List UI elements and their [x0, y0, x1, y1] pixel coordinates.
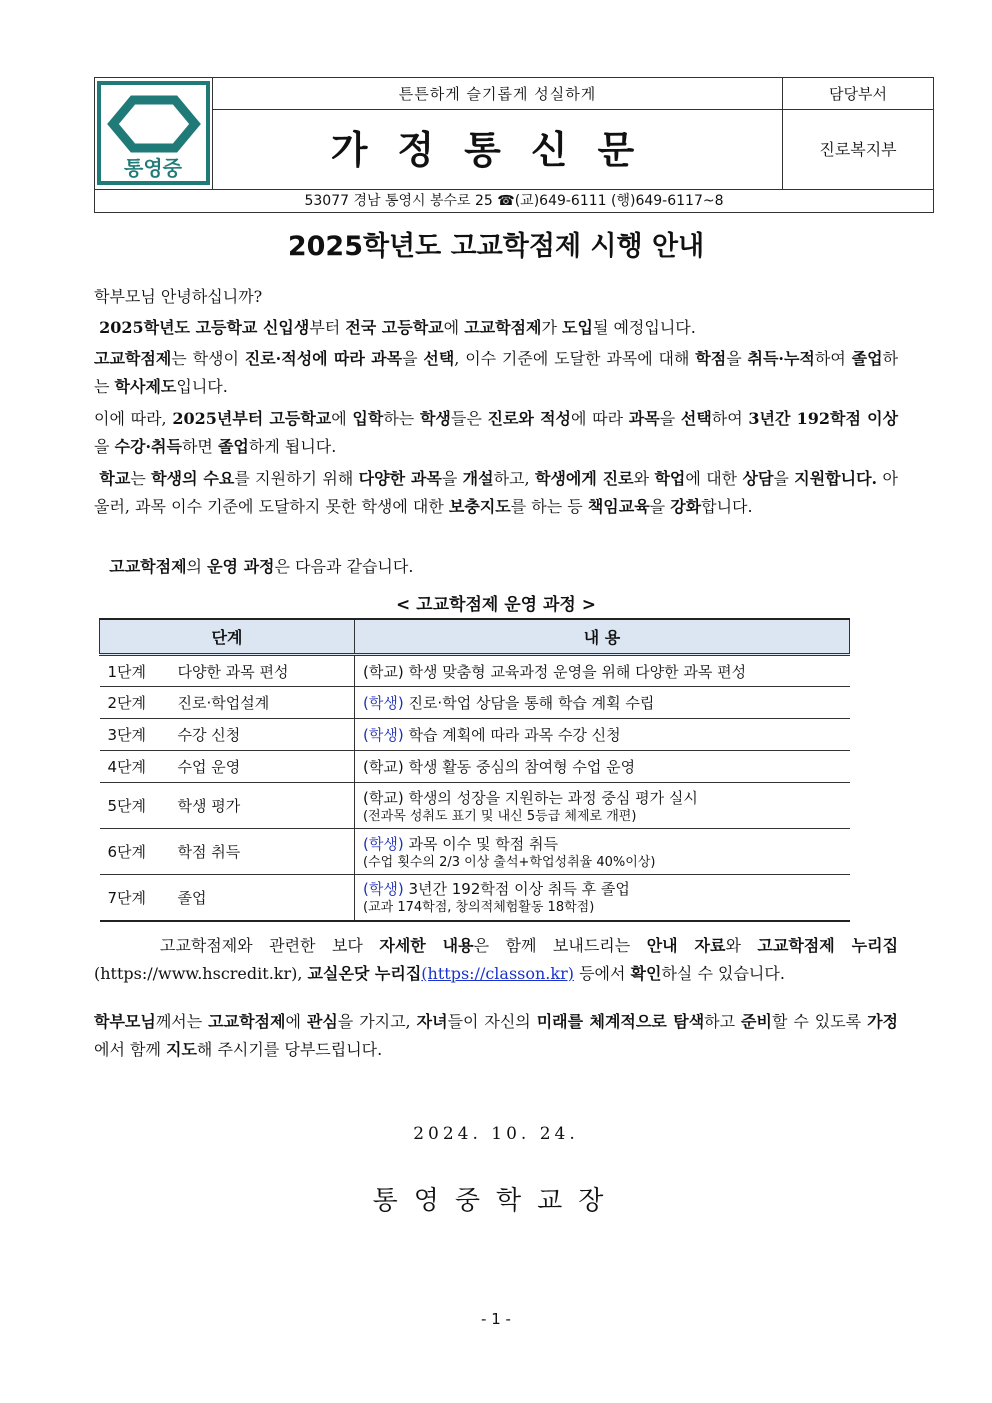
paragraph-1: 2025학년도 고등학교 신입생부터 전국 고등학교에 고교학점제가 도입될 예정입니다.: [99, 318, 696, 337]
step-number: 1단계: [107, 662, 147, 681]
actor-tag: (학생): [363, 726, 404, 744]
paragraph-7: 학부모님께서는 고교학점제에 관심을 가지고, 자녀들이 자신의 미래를 체계적으로 탐색하고 준비할 수 있도록 가정에서 함께 지도해 주시기를 당부드립니다.: [94, 1012, 899, 1059]
step-number: 4단계: [107, 758, 147, 776]
table-title: < 고교학점제 운영 과정 >: [396, 595, 596, 615]
paragraph-6: 고교학점제와 관련한 보다 자세한 내용은 함께 보내드리는 안내 자료와 고교학점제 누리집(https://www.hscredit.kr), 교실온닷 누리집(https://classon.kr) 등에서 확인하실 수 있습니다.: [94, 936, 899, 983]
step-cell: [100, 829, 355, 875]
actor-tag: (학생): [363, 834, 404, 853]
greeting: 학부모님 안녕하십니까?: [94, 287, 263, 306]
principal-signature: 통영중학교장: [372, 1186, 620, 1216]
paragraph-3: 이에 따라, 2025년부터 고등학교에 입학하는 학생들은 진로와 적성에 따라 과목을 선택하여 3년간 192학점 이상을 수강·취득하면 졸업하게 됩니다.: [94, 409, 899, 456]
actor-tag: (학생): [363, 694, 404, 712]
actor-tag: (학생): [363, 880, 404, 899]
content-text: 3년간 192학점 이상 취득 후 졸업: [403, 880, 630, 899]
school-slogan: 튼튼하게 슬기롭게 성실하게: [213, 78, 782, 110]
content-cell: [355, 751, 850, 783]
step-name: 다양한 과목 편성: [177, 662, 289, 681]
step-cell: [100, 687, 355, 719]
main-title: 2025학년도 고교학점제 시행 안내: [287, 231, 705, 262]
content-text: 학생의 성장을 지원하는 과정 중심 평가 실시: [403, 788, 698, 807]
step-number: 6단계: [107, 843, 147, 861]
page-number: - 1 -: [481, 1310, 511, 1328]
content-cell: [355, 875, 850, 921]
content-cell: [355, 687, 850, 719]
classon-link[interactable]: (https://classon.kr): [421, 964, 574, 983]
issue-date: 2024. 10. 24.: [413, 1124, 579, 1144]
step-cell: [100, 719, 355, 751]
actor-tag: (학교): [363, 662, 404, 681]
actor-tag: (학교): [363, 758, 404, 776]
step-cell: [100, 875, 355, 921]
content-cell: [355, 655, 850, 687]
logo-text: 통영중: [124, 156, 182, 180]
paragraph-4: 학교는 학생의 수요를 지원하기 위해 다양한 과목을 개설하고, 학생에게 진로와 학업에 대한 상담을 지원합니다. 아울러, 과목 이수 기준에 도달하지 못한 학생에 대한 보충지도를 하는 등 책임교육을 강화합니다.: [94, 469, 898, 516]
actor-tag: (학교): [363, 788, 404, 807]
content-text: 과목 이수 및 학점 취득: [403, 834, 558, 853]
table-row: [100, 687, 850, 719]
step-number: 5단계: [107, 797, 147, 815]
school-emblem-icon: [95, 78, 212, 188]
table-row: [100, 655, 850, 687]
school-logo: [95, 78, 213, 189]
header-content: 내 용: [355, 619, 850, 655]
table-header-row: [100, 619, 850, 655]
step-cell: [100, 751, 355, 783]
step-number: 7단계: [107, 888, 147, 907]
step-name: 학생 평가: [177, 797, 241, 815]
table-row: [100, 719, 850, 751]
content-text: 학생 맞춤형 교육과정 운영을 위해 다양한 과목 편성: [403, 662, 747, 681]
process-table: [99, 618, 850, 922]
school-address: 53077 경남 통영시 봉수로 25 ☎(교)649-6111 (행)649-6117~8: [95, 189, 933, 212]
dept-label: 담당부서: [782, 78, 933, 110]
doc-title: 가정통신문: [330, 127, 665, 172]
content-text: 학생 활동 중심의 참여형 수업 운영: [403, 758, 636, 776]
step-name: 수강 신청: [177, 726, 241, 744]
step-name: 졸업: [177, 888, 207, 907]
step-name: 학점 취득: [177, 843, 241, 861]
table-row: [100, 751, 850, 783]
content-text: 진로·학업 상담을 통해 학습 계획 수립: [403, 694, 655, 712]
step-number: 3단계: [107, 726, 147, 744]
content-cell: [355, 719, 850, 751]
step-name: 수업 운영: [177, 758, 241, 776]
content-note: (교과 174학점, 창의적체험활동 18학점): [363, 900, 595, 916]
paragraph-5: 고교학점제의 운영 과정은 다음과 같습니다.: [109, 557, 414, 576]
content-cell: [355, 783, 850, 829]
step-cell: [100, 655, 355, 687]
step-name: 진로·학업설계: [177, 694, 270, 712]
step-number: 2단계: [107, 694, 147, 712]
content-text: 학습 계획에 따라 과목 수강 신청: [403, 726, 621, 744]
content-note: (전과목 성취도 표기 및 내신 5등급 체제로 개편): [363, 808, 637, 824]
table-row: [100, 783, 850, 829]
content-cell: [355, 829, 850, 875]
content-note: (수업 횟수의 2/3 이상 출석+학업성취율 40%이상): [363, 854, 656, 870]
table-row: [100, 875, 850, 921]
header-step: 단계: [100, 619, 355, 655]
paragraph-2: 고교학점제는 학생이 진로·적성에 따라 과목을 선택, 이수 기준에 도달한 과목에 대해 학점을 취득·누적하여 졸업하는 학사제도입니다.: [94, 349, 899, 396]
table-row: [100, 829, 850, 875]
step-cell: [100, 783, 355, 829]
header-box: [94, 77, 934, 213]
dept-name: 진로복지부: [782, 110, 933, 189]
